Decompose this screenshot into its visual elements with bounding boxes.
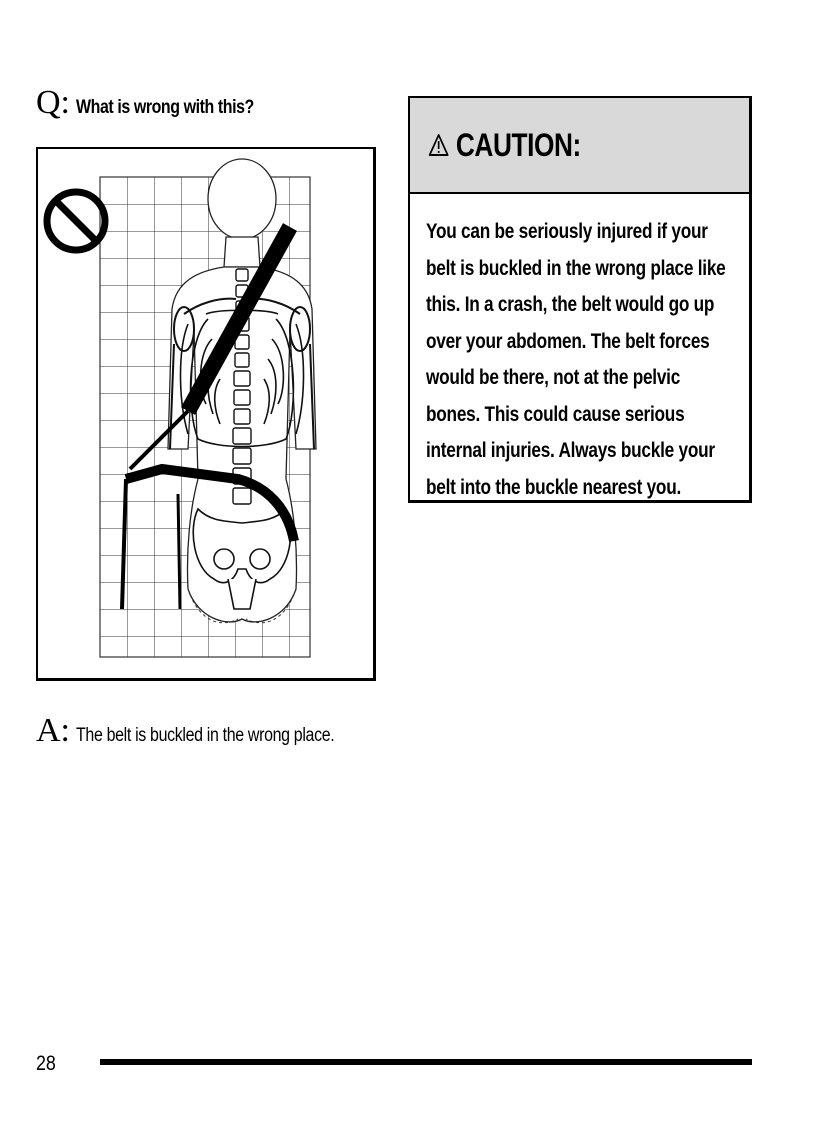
neck-outline — [224, 237, 260, 267]
caution-box — [408, 96, 752, 503]
warning-triangle-icon — [428, 133, 449, 157]
answer-text: The belt is buckled in the wrong place. — [76, 725, 335, 746]
caution-text: You can be seriously injured if your belt is buckled in the wrong place like this. In a crash, the belt would go up over your abdomen. The belt forces would be there, not at the pelvic bones. This could cause serious internal injuries. Always buckle your belt into the buckle nearest you. — [426, 220, 726, 499]
question-line — [36, 84, 288, 122]
answer-line — [36, 712, 384, 750]
head-outline — [208, 159, 276, 239]
footer-rule — [100, 1059, 752, 1065]
illustration-box — [36, 147, 376, 681]
caution-title-wrap — [428, 127, 581, 164]
caution-header — [410, 98, 749, 194]
question-text: What is wrong with this? — [76, 97, 254, 118]
page-number: 28 — [36, 1052, 56, 1075]
caution-title: CAUTION: — [455, 126, 581, 163]
prohibition-icon — [47, 192, 105, 250]
question-letter: Q: — [36, 84, 70, 121]
skeleton-belt-illustration — [38, 149, 374, 679]
answer-letter: A: — [36, 712, 70, 749]
caution-body — [410, 194, 749, 506]
